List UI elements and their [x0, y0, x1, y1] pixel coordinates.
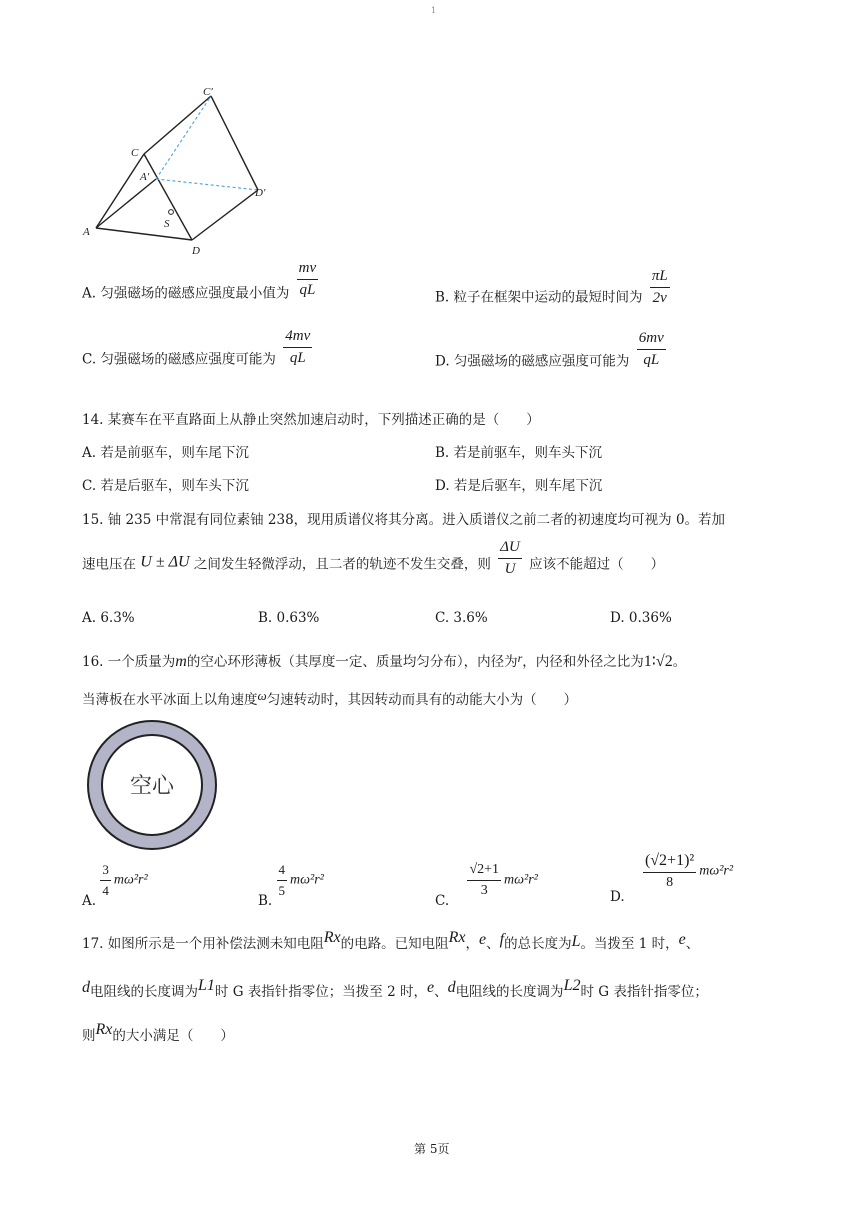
- q15-option-b: B. 0.63%: [258, 610, 320, 626]
- q16-option-c-den: 3: [480, 883, 488, 898]
- q13-option-b-den: 2v: [652, 290, 667, 306]
- q16-option-d-den: 8: [666, 875, 674, 890]
- prism-figure: [76, 82, 286, 262]
- q15-text-b: 之间发生轻微浮动，且二者的轨迹不发生交叠，则: [193, 556, 491, 573]
- q16-option-b-letter: B.: [258, 893, 273, 909]
- q16-option-c-expr: mω²r²: [504, 872, 538, 888]
- q16-option-d: [610, 852, 734, 905]
- q17-text-n: 的大小满足（ ）: [112, 1028, 234, 1044]
- ring-label: 空心: [129, 774, 175, 799]
- q13-option-c-text: C. 匀强磁场的磁感应强度可能为: [82, 351, 276, 368]
- q17-text-l: 时 G 表指针指零位；: [580, 984, 708, 1000]
- q17-text-m: 则: [82, 1028, 96, 1044]
- q15-text-c: 应该不能超过（ ）: [529, 556, 665, 573]
- q13-option-c-num: 4mv: [283, 328, 312, 348]
- q16-omega-symbol: ω: [257, 688, 267, 703]
- q16-option-b-expr: mω²r²: [290, 872, 324, 888]
- q15-voltage-range: U ± ΔU: [140, 553, 190, 571]
- header-mark: 1: [431, 6, 437, 15]
- q14-option-c: C. 若是后驱车，则车头下沉: [82, 478, 249, 494]
- q15-ratio-num: ΔU: [498, 539, 522, 559]
- q17-line3: [82, 1021, 234, 1045]
- q17-rx-symbol-3: Rx: [95, 1021, 113, 1038]
- q15-stem-line2: [82, 539, 665, 582]
- q16-option-b: [258, 862, 324, 909]
- q16-option-d-num: (√2+1)²: [643, 852, 696, 873]
- hollow-ring-figure: [84, 717, 220, 853]
- page-footer: 第 5页: [414, 1142, 450, 1156]
- q13-option-d-fraction: [637, 330, 666, 369]
- dashed-aprime-cprime: [156, 96, 211, 179]
- q17-f-symbol: f: [499, 931, 505, 948]
- q16-option-a-num: 3: [100, 862, 111, 881]
- q16-option-a: [82, 862, 148, 909]
- q13-option-d: [435, 330, 669, 379]
- q16-option-a-fraction: [100, 862, 111, 899]
- q16-option-a-den: 4: [102, 883, 109, 898]
- q17-line1: [82, 929, 700, 953]
- q16-radius-symbol: r: [517, 651, 523, 665]
- q16-text-f: 匀速转动时，其因转动而具有的动能大小为（ ）: [266, 692, 578, 708]
- q17-e-symbol-3: e: [426, 979, 435, 996]
- label-c: C: [131, 147, 139, 159]
- q17-line2: [82, 977, 708, 1001]
- q17-l2-symbol: L2: [563, 977, 581, 994]
- point-s: [169, 210, 174, 215]
- q17-l1-symbol: L1: [198, 977, 215, 994]
- q17-d-symbol-1: d: [82, 979, 90, 996]
- label-d: D: [192, 245, 200, 257]
- q17-text-a: 17. 如图所示是一个用补偿法测未知电阻: [82, 936, 324, 952]
- q16-option-a-expr: mω²r²: [113, 872, 148, 888]
- q17-text-e: 的总长度为: [504, 936, 572, 952]
- q15-option-a: A. 6.3%: [82, 610, 135, 626]
- q16-option-c-num: √2+1: [467, 862, 501, 881]
- edge-c-cprime: [144, 96, 211, 154]
- q13-option-a-den: qL: [299, 282, 316, 298]
- q17-text-k: 电阻线的长度调为: [455, 984, 564, 1000]
- q16-option-b-num: 4: [277, 862, 288, 881]
- label-s: S: [164, 218, 170, 230]
- q13-option-a-fraction: [297, 260, 319, 299]
- q16-stem-line1: [82, 650, 686, 671]
- q16-option-d-letter: D.: [610, 889, 625, 905]
- q16-option-d-expr: mω²r²: [699, 863, 734, 879]
- q16-mass-symbol: m: [175, 653, 187, 670]
- q14-option-d: D. 若是后驱车，则车尾下沉: [435, 478, 603, 494]
- edge-cprime-dprime: [211, 96, 258, 190]
- q16-option-d-fraction: [643, 852, 696, 891]
- edge-c-a: [96, 154, 144, 228]
- q16-text-e: 当薄板在水平冰面上以角速度: [82, 692, 258, 708]
- q16-text-c: ，内径和外径之比为: [522, 654, 644, 670]
- q17-rx-symbol-2: Rx: [448, 929, 466, 946]
- q15-option-d: D. 0.36%: [610, 610, 672, 626]
- q15-ratio-fraction: [498, 539, 522, 578]
- q13-option-d-text: D. 匀强磁场的磁感应强度可能为: [435, 353, 630, 370]
- q13-option-a: [82, 260, 321, 311]
- q17-text-g: 、: [685, 936, 700, 952]
- q17-text-d: 、: [486, 936, 500, 952]
- q17-text-f: 。当拨至 1 时，: [580, 936, 679, 952]
- q17-text-i: 时 G 表指针指零位；当拨至 2 时，: [214, 984, 427, 1000]
- q16-ratio: 1∶√2: [643, 653, 673, 670]
- dashed-aprime-dprime: [156, 179, 258, 190]
- q16-option-a-letter: A.: [82, 893, 97, 909]
- q13-option-b-num: πL: [650, 268, 670, 288]
- q13-option-d-num: 6mv: [637, 330, 666, 350]
- q17-text-b: 的电路。已知电阻: [340, 936, 449, 952]
- q13-option-b: [435, 268, 673, 315]
- q15-stem-line1: 15. 铀 235 中常混有同位素铀 238，现用质谱仪将其分离。进入质谱仪之前二者的初速度均可视为 0。若加: [82, 512, 726, 528]
- q15-option-c: C. 3.6%: [435, 610, 488, 626]
- q17-text-c: ，: [465, 936, 480, 952]
- q14-stem: 14. 某赛车在平直路面上从静止突然加速启动时，下列描述正确的是（ ）: [82, 412, 540, 428]
- q13-option-d-den: qL: [643, 352, 660, 368]
- q15-text-a: 速电压在: [82, 556, 136, 573]
- q13-option-c: [82, 328, 315, 377]
- q16-option-c-letter: C.: [435, 893, 450, 909]
- q13-option-c-fraction: [283, 328, 312, 367]
- q13-option-a-num: mv: [297, 260, 319, 280]
- edge-d-dprime: [192, 190, 258, 240]
- q16-option-c: [435, 862, 538, 909]
- edge-a-aprime: [96, 179, 156, 228]
- q16-option-b-fraction: [277, 862, 288, 899]
- q16-option-b-den: 5: [278, 883, 286, 898]
- q14-option-a: A. 若是前驱车，则车尾下沉: [82, 445, 249, 461]
- q15-ratio-den: U: [504, 561, 516, 577]
- q16-option-c-fraction: [467, 862, 501, 899]
- edge-a-d: [96, 228, 192, 240]
- q14-option-b: B. 若是前驱车，则车头下沉: [435, 445, 603, 461]
- q16-text-b: 的空心环形薄板（其厚度一定、质量均匀分布），内径为: [186, 654, 518, 670]
- q17-d-symbol-2: d: [447, 979, 456, 996]
- q13-option-a-text: A. 匀强磁场的磁感应强度最小值为: [82, 285, 290, 302]
- label-a: A: [83, 226, 90, 238]
- label-c-prime: C′: [203, 86, 213, 98]
- q17-e-symbol-2: e: [678, 931, 686, 948]
- label-a-prime: A′: [140, 171, 150, 183]
- q16-text-d: 。: [672, 654, 687, 670]
- q17-l-symbol: L: [571, 933, 581, 950]
- q17-e-symbol-1: e: [479, 931, 487, 948]
- q17-rx-symbol-1: Rx: [323, 929, 341, 946]
- q16-stem-line2: [82, 688, 577, 708]
- q13-option-b-fraction: [650, 268, 670, 307]
- label-d-prime: D′: [255, 187, 266, 199]
- q17-text-j: 、: [434, 984, 448, 1000]
- q13-option-b-text: B. 粒子在框架中运动的最短时间为: [435, 289, 643, 306]
- q17-text-h: 电阻线的长度调为: [90, 984, 198, 1000]
- q16-text-a: 16. 一个质量为: [82, 654, 176, 670]
- q13-option-c-den: qL: [289, 350, 306, 366]
